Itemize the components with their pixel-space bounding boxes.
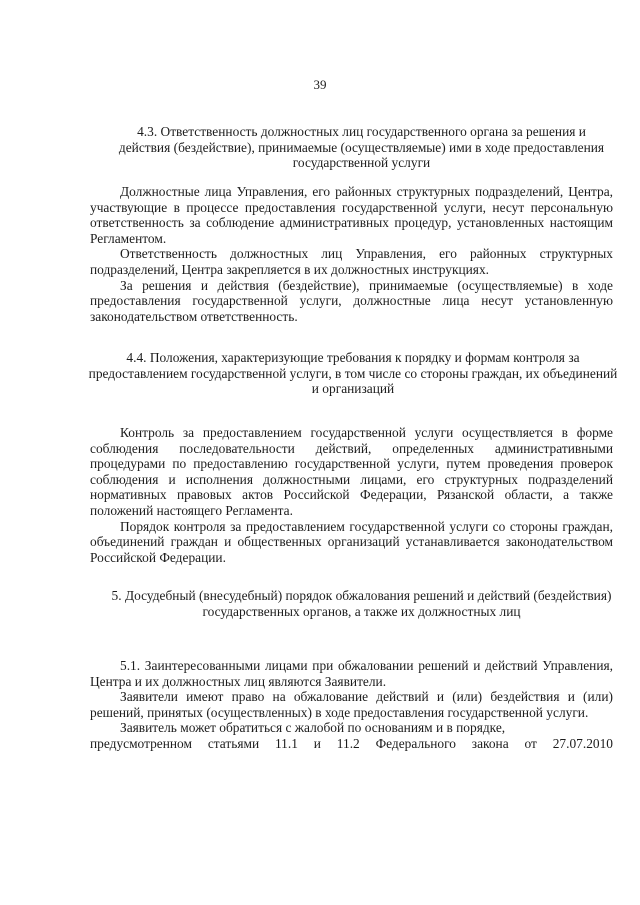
- section-4-4-heading-block: [88, 350, 618, 397]
- section-4-3-heading-block: [110, 124, 613, 171]
- paragraph: Контроль за предоставлением государственной услуги осуществляется в форме соблюдения последовательности действий, определенных административными процедурами по предоставлению государственной услуги, путем проведения проверок соблюдения и исполнения должностными лицами, его структурных подразделений нормативных правовых актов Российской Федерации, Рязанской области, а также положений настоящего Регламента.: [90, 425, 613, 518]
- section-4-3-heading: 4.3. Ответственность должностных лиц государственного органа за решения и действия (бездействие), принимаемые (осуществляемые) ими в ходе предоставления государственной услуги: [118, 124, 605, 171]
- paragraph: Заявитель может обратиться с жалобой по основаниям и в порядке,: [120, 720, 506, 736]
- justified-line: предусмотренном статьями 11.1 и 11.2 Федерального закона от 27.07.2010: [90, 735, 613, 751]
- section-5-body: [90, 658, 613, 752]
- section-4-3-body: [90, 184, 613, 324]
- section-5-heading: 5. Досудебный (внесудебный) порядок обжалования решений и действий (бездействия) государственных органов, а также их должностных лиц: [111, 588, 612, 619]
- section-5-heading-block: [110, 588, 613, 619]
- paragraph: 5.1. Заинтересованными лицами при обжаловании решений и действий Управления, Центра и их должностных лиц являются Заявители.: [90, 658, 613, 689]
- paragraph: За решения и действия (бездействие), принимаемые (осуществляемые) в ходе предоставления государственной услуги, должностные лица несут установленную законодательством ответственность.: [90, 277, 613, 324]
- page-number: 39: [313, 77, 327, 92]
- paragraph: Должностные лица Управления, его районных структурных подразделений, Центра, участвующие в процессе предоставления государственной услуги, несут персональную ответственность за соблюдение административных процедур, установленных настоящим Регламентом.: [90, 184, 613, 246]
- paragraph-continuation: [90, 736, 613, 752]
- paragraph: Ответственность должностных лиц Управления, его районных структурных подразделений, Центра закрепляется в их должностных инструкциях.: [90, 246, 613, 277]
- section-4-4-body: [90, 425, 613, 565]
- section-4-4-heading: 4.4. Положения, характеризующие требования к порядку и формам контроля за предоставлением государственной услуги, в том числе со стороны граждан, их объединений и организаций: [88, 350, 618, 397]
- paragraph: Заявители имеют право на обжалование действий и (или) бездействия и (или) решений, принятых (осуществленных) в ходе предоставления государственной услуги.: [90, 689, 613, 720]
- paragraph: Порядок контроля за предоставлением государственной услуги со стороны граждан, объединений граждан и общественных организаций устанавливается законодательством Российской Федерации.: [90, 518, 613, 565]
